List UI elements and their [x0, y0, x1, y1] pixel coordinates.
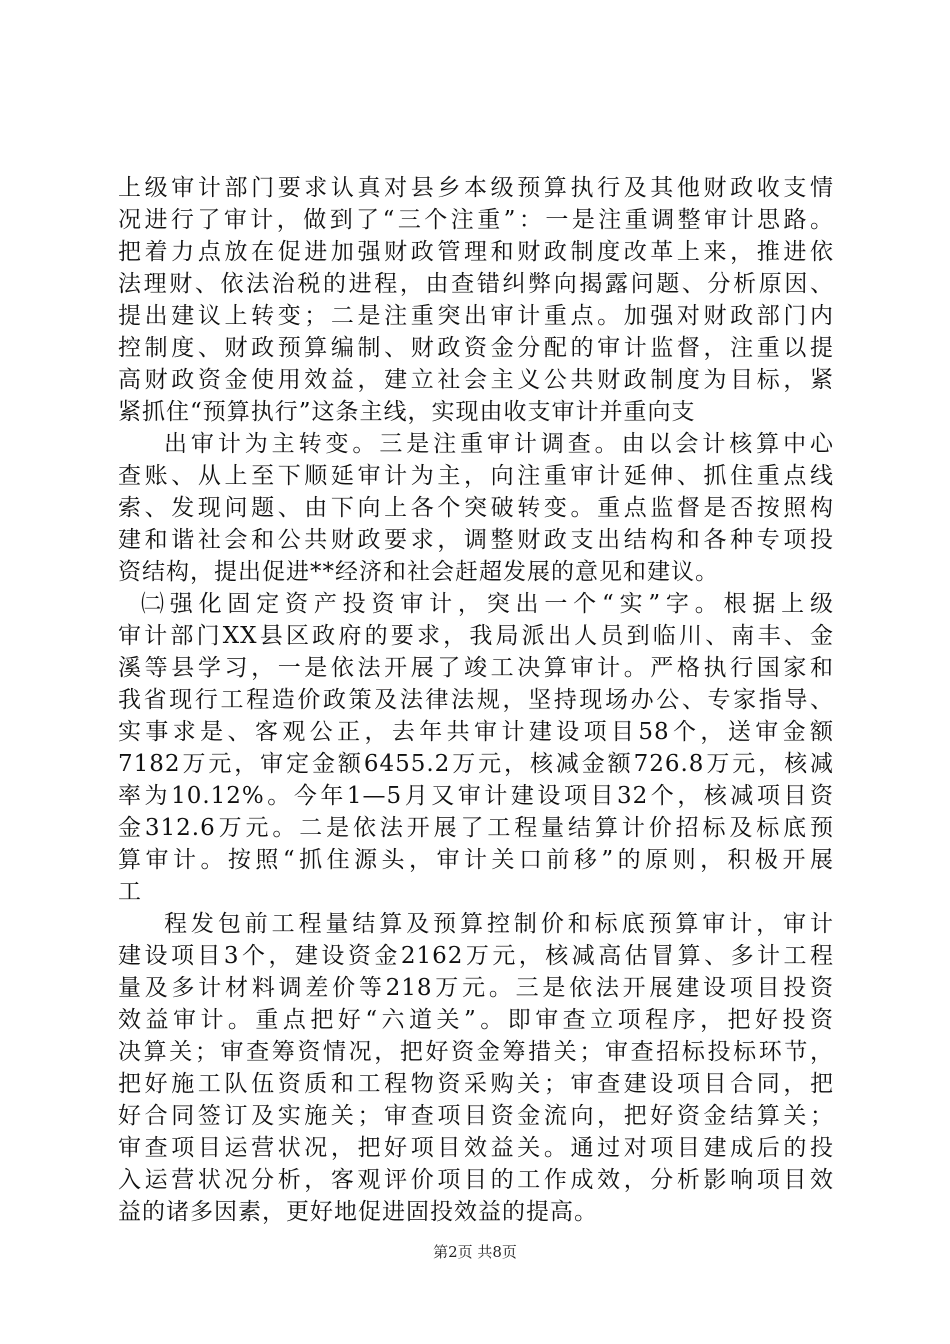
- text-line: 况进行了审计，做到了“三个注重”：一是注重调整审计思路。: [118, 207, 834, 233]
- text-line: 高财政资金使用效益，建立社会主义公共财政制度为目标，紧: [118, 367, 834, 393]
- text-line: 建和谐社会和公共财政要求，调整财政支出结构和各种专项投: [118, 527, 834, 553]
- text-line: 效益审计。重点把好“六道关”。即审查立项程序，把好投资: [118, 1007, 834, 1033]
- text-line: 出审计为主转变。三是注重审计调查。由以会计核算中心: [164, 431, 834, 457]
- text-line: 程发包前工程量结算及预算控制价和标底预算审计，审计: [164, 911, 834, 937]
- text-line: 建设项目3个，建设资金2162万元，核减高估冒算、多计工程: [118, 943, 834, 969]
- text-line: 入运营状况分析，客观评价项目的工作成效，分析影响项目效: [118, 1167, 834, 1193]
- text-line: 审计部门XX县区政府的要求，我局派出人员到临川、南丰、金: [118, 623, 834, 649]
- paragraph: [118, 172, 834, 428]
- text-line: 把着力点放在促进加强财政管理和财政制度改革上来，推进依: [118, 239, 834, 265]
- text-line: 工: [118, 879, 142, 905]
- text-line: 算审计。按照“抓住源头，审计关口前移”的原则，积极开展: [118, 847, 834, 873]
- text-line: 资结构，提出促进**经济和社会赶超发展的意见和建议。: [118, 559, 719, 585]
- paragraph: [118, 588, 834, 908]
- text-line: 决算关；审查筹资情况，把好资金筹措关；审查招标投标环节，: [118, 1039, 834, 1065]
- text-line: 把好施工队伍资质和工程物资采购关；审查建设项目合同，把: [118, 1071, 834, 1097]
- text-line: 量及多计材料调差价等218万元。三是依法开展建设项目投资: [118, 975, 834, 1001]
- text-line: 实事求是、客观公正，去年共审计建设项目58个，送审金额: [118, 719, 834, 745]
- page-footer: 第2页 共8页: [433, 1243, 517, 1261]
- paragraph: [118, 428, 834, 588]
- text-line: 审查项目运营状况，把好项目效益关。通过对项目建成后的投: [118, 1135, 834, 1161]
- text-line: 紧抓住“预算执行”这条主线，实现由收支审计并重向支: [118, 399, 696, 425]
- text-line: 好合同签订及实施关；审查项目资金流向，把好资金结算关；: [118, 1103, 834, 1129]
- text-line: 率为10.12%。今年1—5月又审计建设项目32个，核减项目资: [118, 783, 834, 809]
- text-line: 查账、从上至下顺延审计为主，向注重审计延伸、抓住重点线: [118, 463, 834, 489]
- document-body: [118, 172, 834, 1228]
- text-line: 控制度、财政预算编制、财政资金分配的审计监督，注重以提: [118, 335, 834, 361]
- text-line: 我省现行工程造价政策及法律法规，坚持现场办公、专家指导、: [118, 687, 834, 713]
- text-line: 7182万元，审定金额6455.2万元，核减金额726.8万元，核减: [118, 751, 834, 777]
- text-line: 金312.6万元。二是依法开展了工程量结算计价招标及标底预: [118, 815, 834, 841]
- text-line: 提出建议上转变；二是注重突出审计重点。加强对财政部门内: [118, 303, 834, 329]
- paragraph: [118, 908, 834, 1228]
- text-line: 索、发现问题、由下向上各个突破转变。重点监督是否按照构: [118, 495, 834, 521]
- text-line: 益的诸多因素，更好地促进固投效益的提高。: [118, 1199, 598, 1225]
- text-line: 法理财、依法治税的进程，由查错纠弊向揭露问题、分析原因、: [118, 271, 834, 297]
- text-line: 溪等县学习，一是依法开展了竣工决算审计。严格执行国家和: [118, 655, 834, 681]
- text-line: ㈡强化固定资产投资审计，突出一个“实”字。根据上级: [141, 591, 834, 617]
- text-line: 上级审计部门要求认真对县乡本级预算执行及其他财政收支情: [118, 175, 834, 201]
